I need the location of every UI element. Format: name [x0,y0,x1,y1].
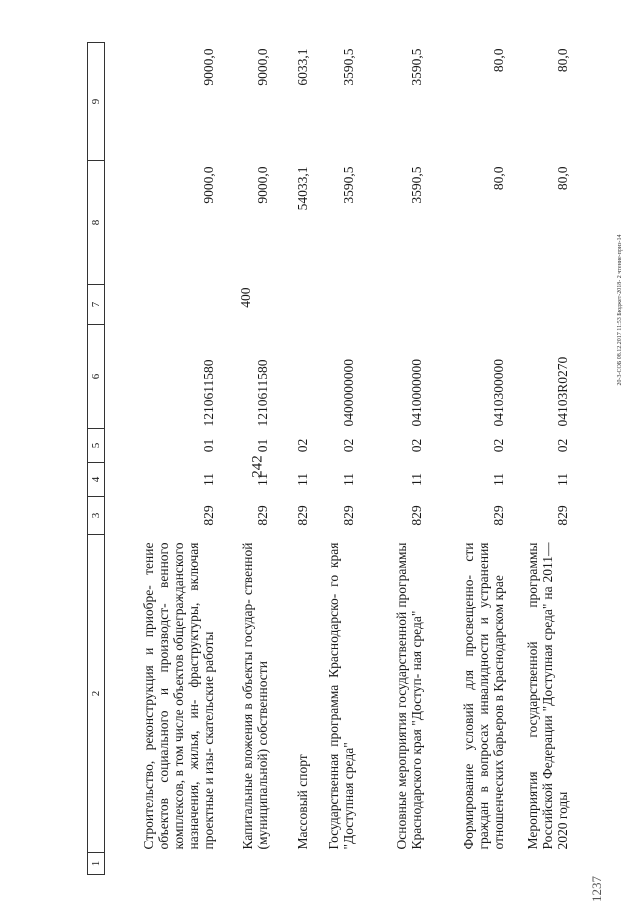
row-cell-c4: 11 [200,473,216,486]
column-header: 5 [88,429,105,463]
row-cell-c5: 02 [294,438,310,453]
row-cell-c6: 04103R0270 [554,356,570,427]
row-cell-c4: 11 [408,473,424,486]
table-row [429,43,511,875]
row-name-line: Массовый спорт [294,754,310,850]
corner-number: 1237 [589,876,604,902]
row-cell-c3: 829 [294,505,310,526]
row-name-line: Мероприятия государственной программы [524,542,540,850]
page-number: 242 [249,455,266,478]
row-name-line: общегражданского назначения, жилья, ин- [170,542,201,850]
row-name-line: устранения отношенческих барьеров в [475,542,506,850]
row-cell-1 [429,853,511,875]
row-name-line: скательские работы [200,631,216,745]
table-row [511,43,575,875]
row-cell-c6: 1210611580 [254,359,270,427]
row-cell-c6 [275,325,315,429]
row-cell-1 [315,853,361,875]
column-header: 2 [88,535,105,853]
row-cell-1 [275,853,315,875]
budget-table [87,42,575,875]
row-cell-c3: 829 [554,505,570,526]
column-header: 9 [88,43,105,161]
table-row [105,43,221,875]
row-cell-c7 [361,285,429,325]
row-name-line: Краснодарском крае [490,575,506,692]
row-name-cell [429,535,511,853]
row-cell-c5: 01 [200,438,216,453]
row-cell-c4: 11 [254,473,270,486]
row-name-line: Основные мероприятия государственной [393,611,409,850]
row-name-line: ственной (муниципальной) собственности [239,542,270,850]
row-cell-c4: 11 [554,473,570,486]
row-cell-c4: 11 [490,473,506,486]
row-name-cell [511,535,575,853]
row-cell-c5: 02 [554,438,570,453]
row-cell-c6: 1210611580 [200,359,216,427]
row-cell-c7 [429,285,511,325]
budget-table-sheet [87,43,587,875]
row-cell-c3: 829 [490,505,506,526]
table-row [275,43,315,875]
row-name-line: фраструктуры, включая проектные и изы- [185,542,216,850]
row-cell-c9: 6033,1 [294,48,310,86]
row-name-cell [221,535,275,853]
row-cell-c9: 80,0 [554,48,570,73]
row-cell-c8: 80,0 [490,166,506,191]
row-name-line: Капитальные вложения в объекты государ- [239,599,255,850]
row-name-cell [275,535,315,853]
row-cell-c8: 3590,5 [408,166,424,204]
row-cell-c3: 829 [340,505,356,526]
row-cell-c7 [275,285,315,325]
table-row [315,43,361,875]
row-name-line: го края "Доступная среда" [325,542,356,850]
row-cell-c9: 9000,0 [200,48,216,86]
row-cell-c3: 829 [254,505,270,526]
row-cell-c9: 80,0 [490,48,506,73]
row-cell-c4: 11 [340,473,356,486]
row-cell-c4: 11 [294,473,310,486]
column-header: 4 [88,463,105,497]
row-cell-c8: 54033,1 [294,166,310,211]
row-cell-c9: 3590,5 [340,48,356,86]
row-cell-c8: 80,0 [554,166,570,191]
row-name-cell [315,535,361,853]
row-name-line: венного комплексов, в том числе объектов [155,542,186,850]
row-cell-c8: 9000,0 [254,166,270,204]
row-name-line: программы Краснодарского края "Доступ- [393,542,424,850]
row-name-line: Государственная программа Краснодарско- [325,593,341,850]
row-cell-c5: 02 [340,438,356,453]
column-header: 7 [88,285,105,325]
row-cell-c7 [105,285,221,325]
column-header: 3 [88,497,105,535]
row-cell-c3: 829 [408,505,424,526]
row-cell-1 [105,853,221,875]
row-name-line: тение объектов социального и производст- [140,542,171,850]
row-cell-c5: 01 [254,438,270,453]
row-name-line: Российской Федерации "Доступная среда" [539,603,555,850]
column-header: 6 [88,325,105,429]
row-name-line: сти граждан в вопросах инвалидности и [460,542,491,850]
row-name-cell [361,535,429,853]
row-name-line: Формирование условий для просвещенно- [460,575,476,850]
column-header: 8 [88,161,105,285]
row-cell-c6: 0410000000 [408,359,424,427]
row-name-line: Строительство, реконструкция и приобре- [140,585,156,850]
table-row [361,43,429,875]
row-cell-c8: 9000,0 [200,166,216,204]
print-stamp: 20-3-СОБ 08.12.2017 11:53 Бюджет-2018- 2 чтение-приз-14 [617,234,623,386]
row-name-line: ная среда" [408,610,424,671]
row-cell-c7 [511,285,575,325]
header-row [88,43,105,875]
row-cell-1 [361,853,429,875]
row-cell-c9: 3590,5 [408,48,424,86]
row-cell-c9: 9000,0 [254,48,270,86]
row-cell-c7: 400 [237,287,253,308]
row-cell-c3: 829 [200,505,216,526]
row-cell-c6: 0410300000 [490,359,506,427]
row-cell-1 [511,853,575,875]
row-cell-c8: 3590,5 [340,166,356,204]
row-cell-c5: 02 [490,438,506,453]
row-cell-1 [221,853,275,875]
row-name-cell [105,535,221,853]
row-cell-c5: 02 [408,438,424,453]
table-row [221,43,275,875]
row-name-line: на 2011—2020 годы [539,542,570,850]
row-cell-c6: 0400000000 [340,359,356,427]
column-header: 1 [88,853,105,875]
row-cell-c7 [315,285,361,325]
